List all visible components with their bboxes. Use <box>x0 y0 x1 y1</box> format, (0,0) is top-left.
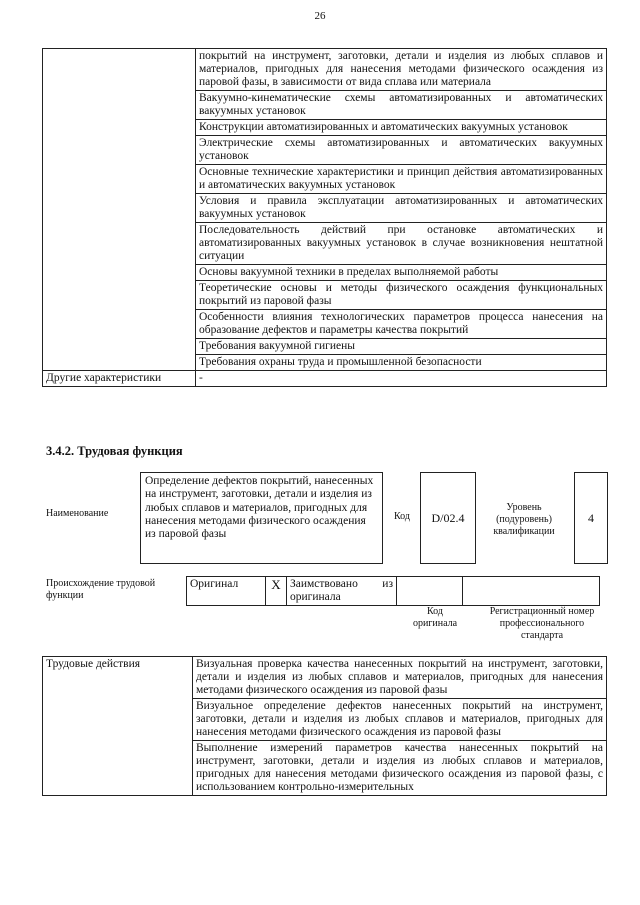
code-original-cell <box>397 577 463 606</box>
borrowed-label: Заимствовано из оригинала <box>287 577 397 606</box>
code-label: Код <box>394 511 410 522</box>
knowledge-item: Электрические схемы автоматизированных и автоматических вакуумных установок <box>196 136 607 165</box>
knowledge-row <box>43 49 607 91</box>
original-label: Оригинал <box>187 577 266 606</box>
function-name-box: Определение дефектов покрытий, нанесенных на инструмент, заготовки, детали и изделия из любых сплавов и материалов, пригодных для нанесения методами физического осаждения из паровой фазы <box>140 472 383 564</box>
labor-actions-label: Трудовые действия <box>43 657 193 796</box>
reg-number-caption: Регистрационный номер профессионального стандарта <box>489 606 595 641</box>
knowledge-item: Требования вакуумной гигиены <box>196 339 607 355</box>
other-characteristics-value: - <box>196 371 607 387</box>
labor-action-item: Визуальная проверка качества нанесенных покрытий на инструмент, заготовки, детали и изделия из любых сплавов и материалов, пригодных для нанесения методами физического осаждения из паровой фазы <box>193 657 607 699</box>
origin-label: Происхождение трудовой функции <box>46 578 156 601</box>
labor-action-row <box>43 657 607 699</box>
section-title: 3.4.2. Трудовая функция <box>46 444 183 458</box>
other-characteristics-label: Другие характеристики <box>43 371 196 387</box>
origin-table <box>186 576 600 606</box>
page-number: 26 <box>314 10 326 22</box>
knowledge-item: покрытий на инструмент, заготовки, детали и изделия из любых сплавов и материалов, пригодных для нанесения методами физического осаждения из паровой фазы, в зависимости от вида сплава или материала <box>196 49 607 91</box>
reg-number-cell <box>463 577 600 606</box>
qualification-level-label: Уровень (подуровень) квалификации <box>493 502 555 537</box>
knowledge-item: Основные технические характеристики и принцип действия автоматизированных и автоматических вакуумных установок <box>196 165 607 194</box>
other-characteristics-row <box>43 371 607 387</box>
labor-action-item: Выполнение измерений параметров качества нанесенных покрытий на инструмент, заготовки, детали и изделия из любых сплавов и материалов, пригодных для нанесения методами физического осаждения из паровой фазы, с использованием контрольно-измерительных <box>193 741 607 796</box>
labor-actions-table <box>42 656 607 796</box>
code-original-caption: Код оригинала <box>412 606 458 629</box>
knowledge-item: Конструкции автоматизированных и автоматических вакуумных установок <box>196 120 607 136</box>
original-mark: X <box>266 577 287 606</box>
knowledge-item: Основы вакуумной техники в пределах выполняемой работы <box>196 265 607 281</box>
knowledge-label-cell <box>43 49 196 371</box>
labor-action-item: Визуальное определение дефектов нанесенных покрытий на инструмент, заготовки, детали и изделия из любых сплавов и материалов, пригодных для нанесения методами физического осаждения из паровой фазы <box>193 699 607 741</box>
knowledge-item: Особенности влияния технологических параметров процесса нанесения на образование дефектов и параметры качества покрытий <box>196 310 607 339</box>
knowledge-item: Требования охраны труда и промышленной безопасности <box>196 355 607 371</box>
knowledge-item: Условия и правила эксплуатации автоматизированных и автоматических вакуумных установок <box>196 194 607 223</box>
knowledge-table <box>42 48 607 387</box>
function-code-box: D/02.4 <box>420 472 476 564</box>
knowledge-item: Последовательность действий при остановке автоматических и автоматизированных вакуумных установок в случае возникновения нештатной ситуации <box>196 223 607 265</box>
knowledge-item: Теоретические основы и методы физического осаждения функциональных покрытий из паровой фазы <box>196 281 607 310</box>
qualification-level-box: 4 <box>574 472 608 564</box>
knowledge-item: Вакуумно-кинематические схемы автоматизированных и автоматических вакуумных установок <box>196 91 607 120</box>
name-label: Наименование <box>46 508 109 519</box>
